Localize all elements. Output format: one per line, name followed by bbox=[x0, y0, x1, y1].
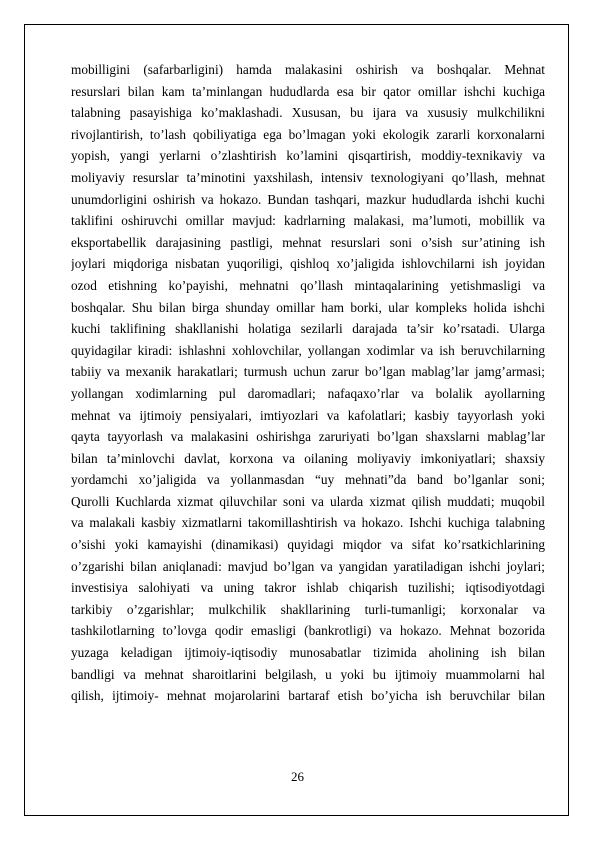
text-line: taklifini oshiruvchi omillar mavjud: kadrlarning malakasi, ma’lumoti, mobillik va bbox=[71, 213, 545, 229]
text-line: resurslari bilan kam ta’minlangan hududlarda esa bir qator omillar ishchi kuchiga bbox=[71, 83, 545, 99]
text-line: yopish, yangi yerlarni o’zlashtirish ko’lamini qisqartirish, moddiy-texnikaviy va bbox=[71, 148, 545, 164]
text-line: Qurolli Kuchlarda xizmat qiluvchilar soni va ularda xizmat qilish muddati; muqobil bbox=[71, 493, 545, 509]
text-line: quyidagilar kiradi: ishlashni xohlovchilar, yollangan xodimlar va ish beruvchilarning bbox=[71, 342, 545, 358]
text-line: yordamchi xo’jaligida va yollanmasdan “uy mehnati”da band bo’lganlar soni; bbox=[71, 472, 545, 488]
text-line: bandligi va mehnat sharoitlarini belgilash, u yoki bu ijtimoiy muammolarni hal bbox=[71, 666, 545, 682]
text-line: eksportabellik darajasining pastligi, mehnat resurslari soni o’sish sur’atining ish bbox=[71, 234, 545, 250]
text-line: unumdorligini oshirish va hokazo. Bundan tashqari, mazkur hududlarda ishchi kuchi bbox=[71, 191, 545, 207]
page-number: 26 bbox=[291, 769, 304, 784]
text-line: boshqalar. Shu bilan birga shunday omillar ham borki, ular kompleks holida ishchi bbox=[71, 299, 545, 315]
text-line: tashkilotlarning to’lovga qodir emasligi (bankrotligi) va hokazo. Mehnat bozorida bbox=[71, 623, 545, 639]
text-line: moliyaviy resurslar ta’minotini yaxshilash, intensiv texnologiyani qo’llash, mehnat bbox=[71, 169, 545, 185]
text-line: investisiya salohiyati va uning takror ishlab chiqarish tuzilishi; iqtisodiyotdagi bbox=[71, 580, 545, 596]
text-line: ozod etishning ko’payishi, mehnatni qo’llash mintaqalarining yetishmasligi va bbox=[71, 277, 545, 293]
text-line: o’zgarishi bilan aniqlanadi: mavjud bo’lgan va yangidan yaratiladigan ishchi joylari; bbox=[71, 558, 545, 574]
text-line: yuzaga keladigan ijtimoiy-iqtisodiy munosabatlar tizimida aholining ish bilan bbox=[71, 645, 545, 661]
text-line: qayta tayyorlash va malakasini oshirishga zaruriyati bo’lgan shaxslarni mablag’lar bbox=[71, 429, 545, 445]
text-line: va malakali kasbiy xizmatlarni takomillashtirish va hokazo. Ishchi kuchiga talabning bbox=[71, 515, 545, 531]
text-line: joylari miqdoriga nisbatan yuqoriligi, qishloq xo’jaligida ishlovchilarni ish joyidan bbox=[71, 256, 545, 272]
text-line: bilan ta’minlovchi davlat, korxona va oilaning moliyaviy imkoniyatlari; shaxsiy bbox=[71, 450, 545, 466]
text-line: mehnat va ijtimoiy pensiyalari, imtiyozlari va kafolatlari; kasbiy tayyorlash yoki bbox=[71, 407, 545, 423]
body-text bbox=[71, 59, 545, 707]
text-line: yollangan xodimlarning pul daromadlari; nafaqaxo’rlar va bolalik ayollarning bbox=[71, 385, 545, 401]
text-line: qilish, ijtimoiy- mehnat mojarolarini bartaraf etish bo’yicha ish beruvchilar bilan bbox=[71, 688, 545, 704]
text-line: tabiiy va mexanik harakatlari; turmush uchun zarur bo’lgan mablag’lar jamg’armasi; bbox=[71, 364, 545, 380]
text-line: kuchi taklifining shakllanishi holatiga sezilarli darajada ta’sir ko’rsatadi. Ularga bbox=[71, 321, 545, 337]
text-line: talabning pasayishiga ko’maklashadi. Xususan, bu ijara va xususiy mulkchilikni bbox=[71, 105, 545, 121]
text-line: mobilligini (safarbarligini) hamda malakasini oshirish va boshqalar. Mehnat bbox=[71, 62, 545, 77]
text-line: rivojlantirish, to’lash qobiliyatiga ega bo’lmagan yoki ekologik zararli korxonalarni bbox=[71, 126, 545, 142]
text-line: tarkibiy o’zgarishlar; mulkchilik shakllarining turli-tumanligi; korxonalar va bbox=[71, 601, 545, 617]
text-line: o’sishi yoki kamayishi (dinamikasi) quyidagi miqdor va sifat ko’rsatkichlarining bbox=[71, 537, 545, 553]
